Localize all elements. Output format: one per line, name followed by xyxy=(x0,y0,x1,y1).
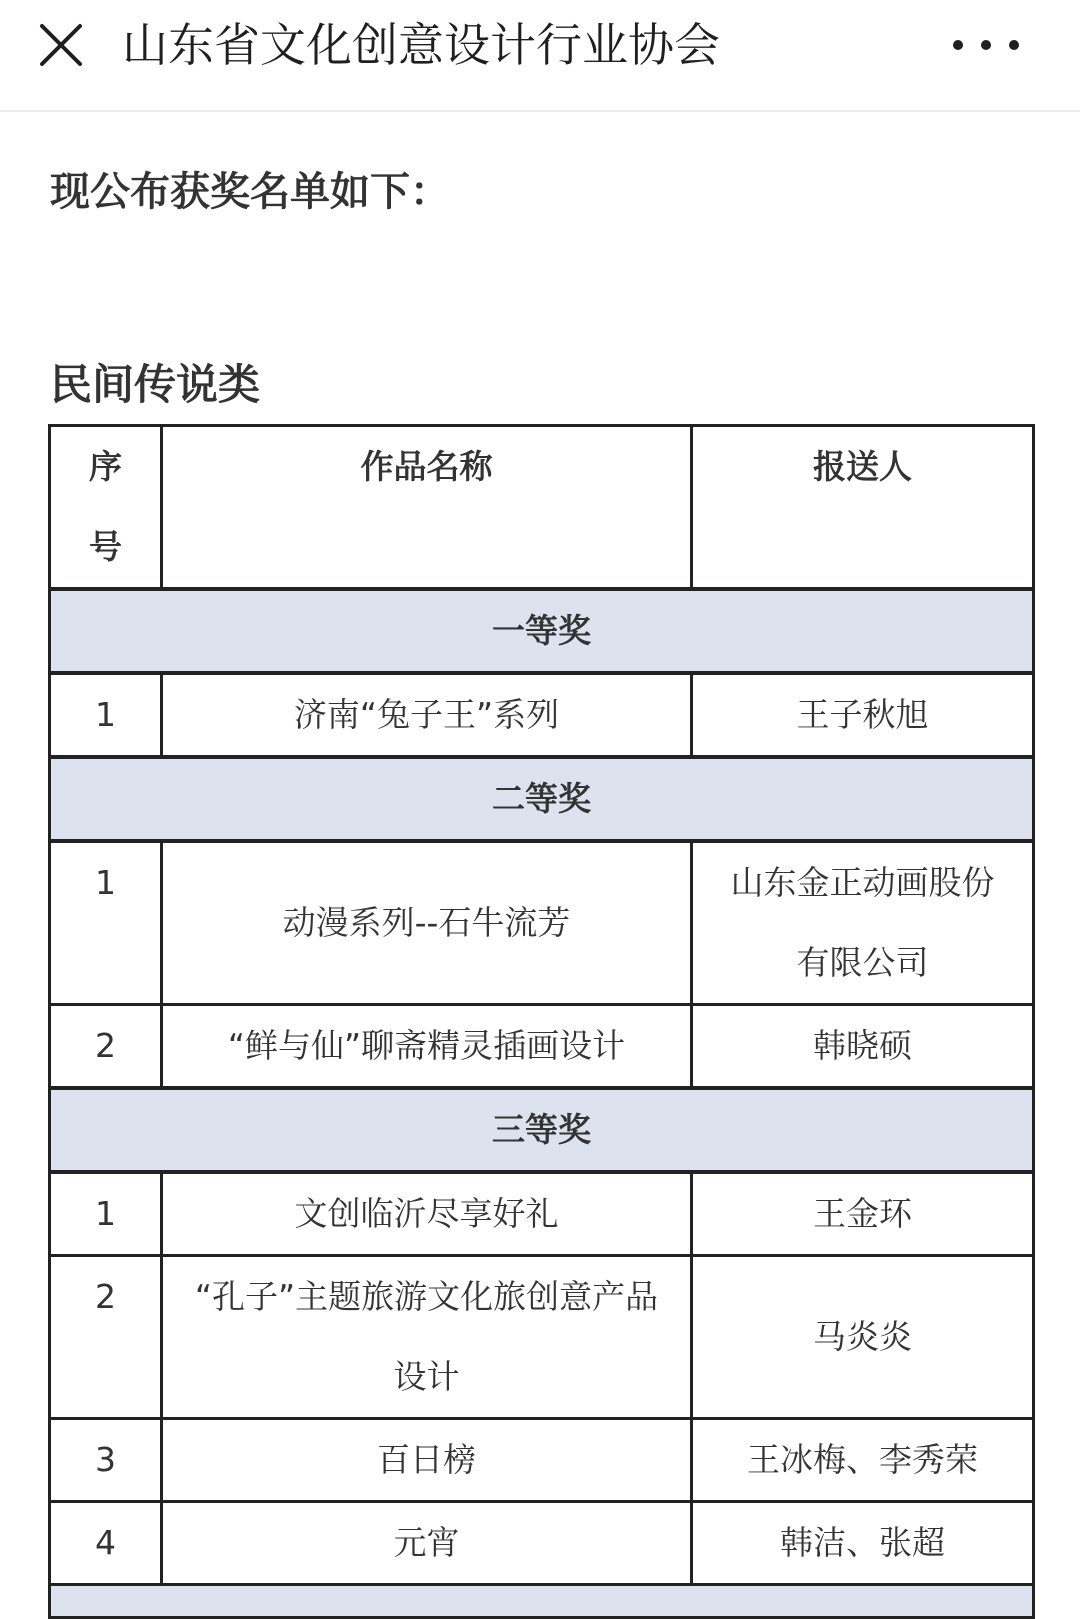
prize-row-first xyxy=(50,589,1034,673)
prize-label: 二等奖 xyxy=(50,757,1034,841)
row-number: 4 xyxy=(50,1502,162,1585)
row-number: 2 xyxy=(50,1256,162,1419)
header-number-label: 序号 xyxy=(89,447,122,566)
row-number: 1 xyxy=(50,1172,162,1256)
page-title: 山东省文化创意设计行业协会 xyxy=(122,18,720,72)
row-number: 1 xyxy=(50,841,162,1005)
row-work-name: 文创临沂尽享好礼 xyxy=(162,1172,692,1256)
row-submitter: 韩洁、张超 xyxy=(692,1502,1034,1585)
awards-table xyxy=(48,424,1035,1619)
header-submitter: 报送人 xyxy=(692,426,1034,590)
row-submitter: 王子秋旭 xyxy=(692,673,1034,757)
row-submitter: 马炎炎 xyxy=(692,1256,1034,1419)
row-work-name: “鲜与仙”聊斋精灵插画设计 xyxy=(162,1005,692,1089)
row-work-name: 动漫系列--石牛流芳 xyxy=(162,841,692,1005)
row-number: 1 xyxy=(50,673,162,757)
section-title: 民间传说类 xyxy=(50,360,261,409)
header-work-name: 作品名称 xyxy=(162,426,692,590)
row-submitter: 王金环 xyxy=(692,1172,1034,1256)
header-number xyxy=(50,426,162,590)
prize-row-second xyxy=(50,757,1034,841)
row-work-name: 元宵 xyxy=(162,1502,692,1585)
table-row xyxy=(50,1172,1034,1256)
row-number: 2 xyxy=(50,1005,162,1089)
table-row xyxy=(50,1419,1034,1502)
close-button[interactable] xyxy=(30,14,92,76)
table-header-row xyxy=(50,426,1034,590)
more-dots-icon xyxy=(946,22,1026,68)
row-number: 3 xyxy=(50,1419,162,1502)
table-row xyxy=(50,1256,1034,1419)
prize-row-third xyxy=(50,1088,1034,1172)
row-submitter: 韩晓硕 xyxy=(692,1005,1034,1089)
prize-label: 三等奖 xyxy=(50,1088,1034,1172)
row-work-name: 济南“兔子王”系列 xyxy=(162,673,692,757)
row-submitter: 王冰梅、李秀荣 xyxy=(692,1419,1034,1502)
cut-off-cell xyxy=(50,1585,1034,1618)
row-work-name-text: “孔子”主题旅游文化旅创意产品设计 xyxy=(194,1277,659,1396)
table-row-cut-off xyxy=(50,1585,1034,1618)
row-submitter xyxy=(692,841,1034,1005)
row-submitter-text: 山东金正动画股份有限公司 xyxy=(730,863,995,982)
more-button[interactable] xyxy=(946,22,1026,68)
table-row xyxy=(50,673,1034,757)
intro-text: 现公布获奖名单如下： xyxy=(50,169,450,215)
table-row xyxy=(50,1005,1034,1089)
awards-table-container xyxy=(48,424,1032,1619)
close-icon xyxy=(30,14,92,76)
row-work-name xyxy=(162,1256,692,1419)
top-bar xyxy=(0,0,1080,112)
table-row xyxy=(50,1502,1034,1585)
table-row xyxy=(50,841,1034,1005)
prize-label: 一等奖 xyxy=(50,589,1034,673)
row-work-name: 百日榜 xyxy=(162,1419,692,1502)
